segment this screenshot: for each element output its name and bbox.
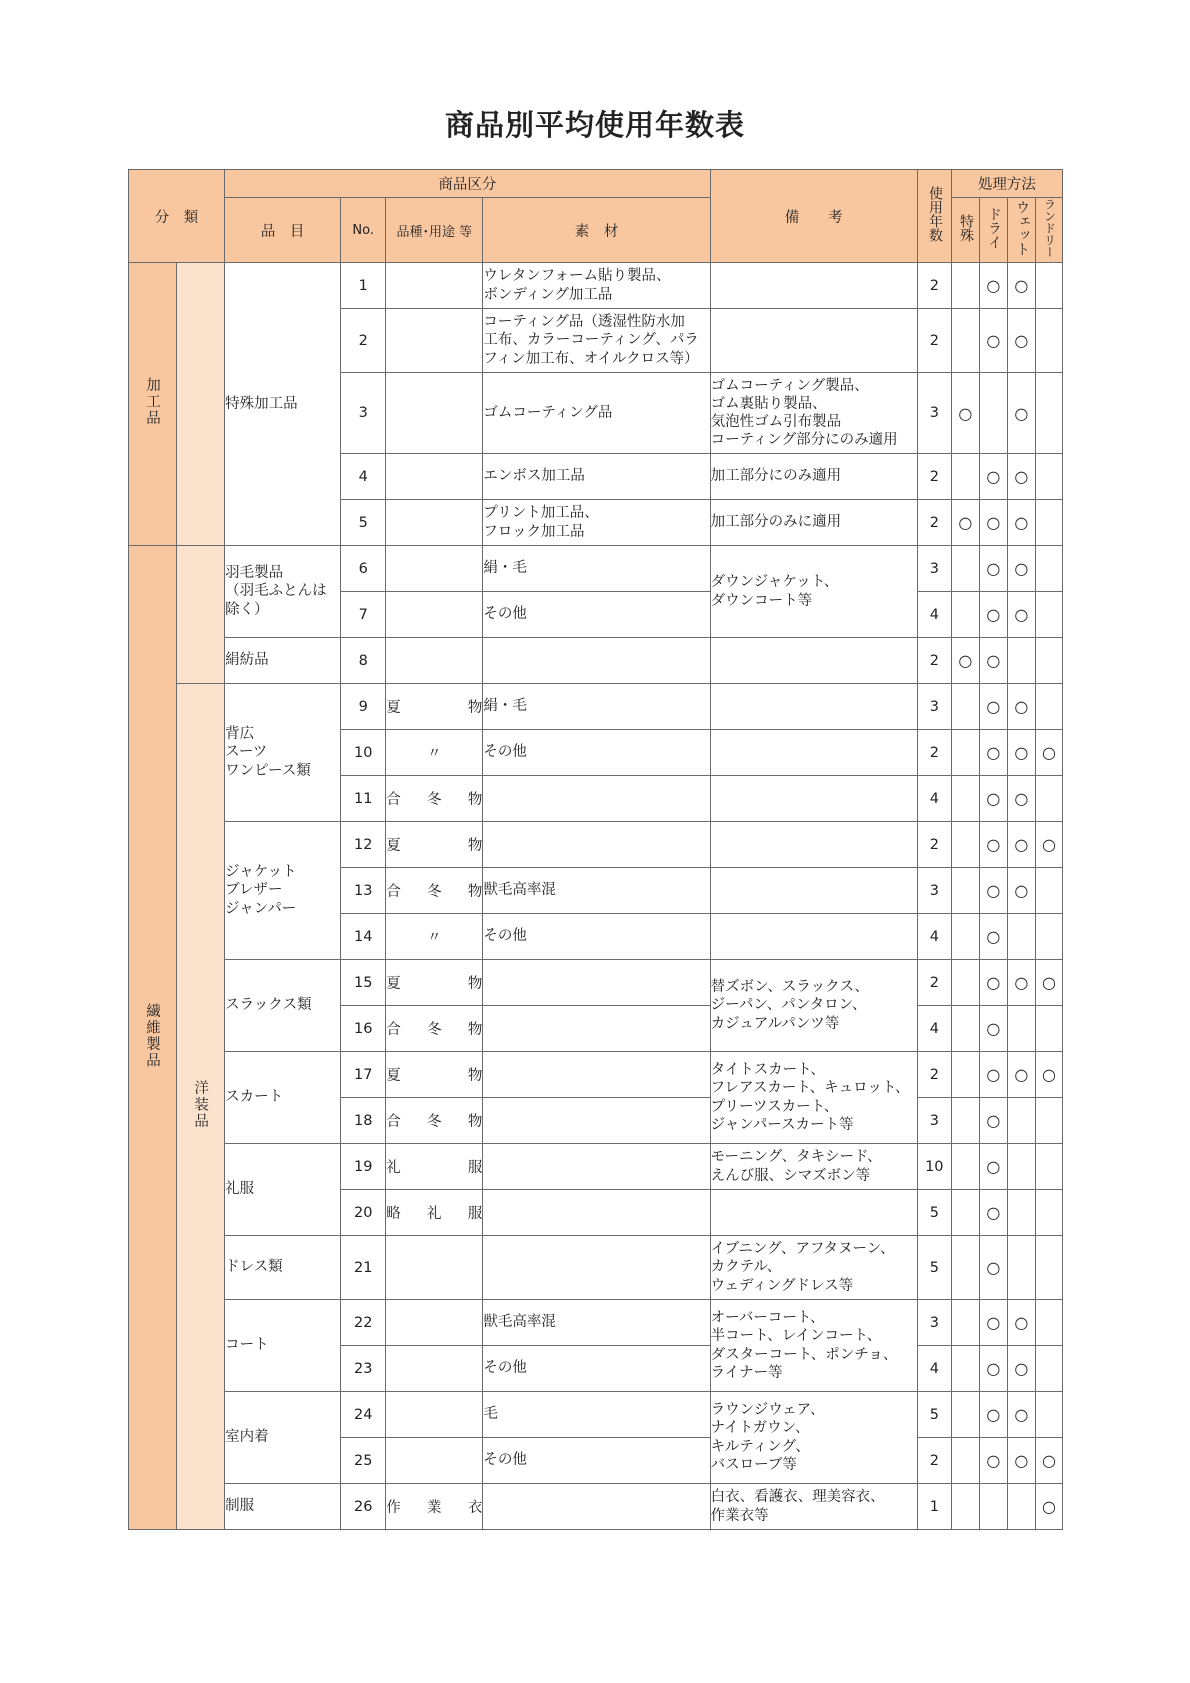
mark-laundry bbox=[1035, 500, 1062, 546]
mark-dry: ○ bbox=[979, 546, 1007, 592]
mark-special bbox=[951, 1346, 979, 1392]
mark-dry: ○ bbox=[979, 1052, 1007, 1098]
mark-special: ○ bbox=[951, 638, 979, 684]
row-note bbox=[710, 868, 917, 914]
row-no: 6 bbox=[341, 546, 386, 592]
category-textile: 繊維製品 bbox=[129, 546, 177, 1530]
row-material: エンボス加工品 bbox=[483, 454, 710, 500]
row-note: タイトスカート、 フレアスカート、キュロット、 プリーツスカート、 ジャンパースカート等 bbox=[710, 1052, 917, 1144]
mark-dry: ○ bbox=[979, 500, 1007, 546]
row-years: 4 bbox=[917, 592, 951, 638]
subcategory-empty bbox=[177, 546, 225, 684]
table-row bbox=[129, 1236, 1063, 1300]
row-no: 4 bbox=[341, 454, 386, 500]
row-material: 絹・毛 bbox=[483, 684, 710, 730]
row-material: プリント加工品、 フロック加工品 bbox=[483, 500, 710, 546]
row-years: 2 bbox=[917, 500, 951, 546]
row-material: ウレタンフォーム貼り製品、 ボンディング加工品 bbox=[483, 263, 710, 309]
row-note bbox=[710, 1190, 917, 1236]
row-years: 2 bbox=[917, 1052, 951, 1098]
row-use: 夏 物 bbox=[386, 684, 483, 730]
table-row bbox=[129, 960, 1063, 1006]
row-years: 3 bbox=[917, 1098, 951, 1144]
row-years: 3 bbox=[917, 1300, 951, 1346]
mark-wet: ○ bbox=[1007, 960, 1035, 1006]
mark-laundry bbox=[1035, 263, 1062, 309]
mark-special: ○ bbox=[951, 373, 979, 454]
mark-laundry bbox=[1035, 454, 1062, 500]
mark-wet: ○ bbox=[1007, 684, 1035, 730]
row-use: 合冬物 bbox=[386, 1006, 483, 1052]
mark-dry: ○ bbox=[979, 1006, 1007, 1052]
table-row bbox=[129, 822, 1063, 868]
subcategory-empty bbox=[177, 263, 225, 546]
mark-special bbox=[951, 263, 979, 309]
header-method-laundry: ランドリー bbox=[1035, 198, 1062, 263]
row-use bbox=[386, 1392, 483, 1438]
row-no: 13 bbox=[341, 868, 386, 914]
mark-laundry: ○ bbox=[1035, 960, 1062, 1006]
item-feather: 羽毛製品 （羽毛ふとんは 除く） bbox=[225, 546, 341, 638]
mark-special bbox=[951, 1300, 979, 1346]
row-years: 3 bbox=[917, 546, 951, 592]
item-slacks: スラックス類 bbox=[225, 960, 341, 1052]
row-no: 14 bbox=[341, 914, 386, 960]
mark-special bbox=[951, 1006, 979, 1052]
header-method-wet: ウェット bbox=[1007, 198, 1035, 263]
mark-wet: ○ bbox=[1007, 1052, 1035, 1098]
mark-laundry bbox=[1035, 914, 1062, 960]
row-years: 2 bbox=[917, 263, 951, 309]
mark-laundry bbox=[1035, 1006, 1062, 1052]
mark-laundry bbox=[1035, 1144, 1062, 1190]
mark-dry: ○ bbox=[979, 1438, 1007, 1484]
row-material bbox=[483, 1052, 710, 1098]
mark-wet: ○ bbox=[1007, 776, 1035, 822]
mark-dry: ○ bbox=[979, 776, 1007, 822]
row-use: 合冬物 bbox=[386, 1098, 483, 1144]
row-use: 合冬物 bbox=[386, 868, 483, 914]
row-years: 3 bbox=[917, 684, 951, 730]
row-material: その他 bbox=[483, 1346, 710, 1392]
table-row bbox=[129, 546, 1063, 592]
mark-dry: ○ bbox=[979, 730, 1007, 776]
mark-laundry: ○ bbox=[1035, 730, 1062, 776]
row-use: 合冬物 bbox=[386, 776, 483, 822]
row-use bbox=[386, 500, 483, 546]
mark-wet: ○ bbox=[1007, 373, 1035, 454]
row-no: 8 bbox=[341, 638, 386, 684]
mark-special: ○ bbox=[951, 500, 979, 546]
row-years: 5 bbox=[917, 1190, 951, 1236]
row-no: 22 bbox=[341, 1300, 386, 1346]
mark-dry: ○ bbox=[979, 1236, 1007, 1300]
mark-wet bbox=[1007, 1236, 1035, 1300]
row-no: 19 bbox=[341, 1144, 386, 1190]
mark-laundry bbox=[1035, 684, 1062, 730]
mark-special bbox=[951, 1052, 979, 1098]
mark-dry: ○ bbox=[979, 914, 1007, 960]
row-note: イブニング、アフタヌーン、 カクテル、 ウェディングドレス等 bbox=[710, 1236, 917, 1300]
row-no: 3 bbox=[341, 373, 386, 454]
item-coat: コート bbox=[225, 1300, 341, 1392]
item-dress: ドレス類 bbox=[225, 1236, 341, 1300]
row-material: 獣毛高率混 bbox=[483, 1300, 710, 1346]
row-note: ダウンジャケット、 ダウンコート等 bbox=[710, 546, 917, 638]
mark-laundry: ○ bbox=[1035, 1438, 1062, 1484]
row-note: 替ズボン、スラックス、 ジーパン、パンタロン、 カジュアルパンツ等 bbox=[710, 960, 917, 1052]
row-note bbox=[710, 309, 917, 373]
row-no: 11 bbox=[341, 776, 386, 822]
row-no: 7 bbox=[341, 592, 386, 638]
mark-dry: ○ bbox=[979, 1098, 1007, 1144]
mark-wet: ○ bbox=[1007, 263, 1035, 309]
item-formal: 礼服 bbox=[225, 1144, 341, 1236]
row-material: ゴムコーティング品 bbox=[483, 373, 710, 454]
row-no: 18 bbox=[341, 1098, 386, 1144]
row-years: 4 bbox=[917, 1006, 951, 1052]
row-material bbox=[483, 776, 710, 822]
row-years: 4 bbox=[917, 776, 951, 822]
row-no: 15 bbox=[341, 960, 386, 1006]
row-no: 5 bbox=[341, 500, 386, 546]
mark-special bbox=[951, 914, 979, 960]
mark-wet: ○ bbox=[1007, 730, 1035, 776]
row-years: 5 bbox=[917, 1236, 951, 1300]
mark-special bbox=[951, 822, 979, 868]
row-use: 〃 bbox=[386, 730, 483, 776]
row-use bbox=[386, 1438, 483, 1484]
row-material: コーティング品（透湿性防水加 工布、カラーコーティング、パラ フィン加工布、オイルクロス等） bbox=[483, 309, 710, 373]
mark-special bbox=[951, 454, 979, 500]
row-no: 26 bbox=[341, 1484, 386, 1530]
mark-special bbox=[951, 1484, 979, 1530]
header-years: 使用年数 bbox=[917, 170, 951, 263]
header-material: 素 材 bbox=[483, 198, 710, 263]
row-years: 5 bbox=[917, 1392, 951, 1438]
category-western: 洋装品 bbox=[177, 684, 225, 1530]
row-no: 12 bbox=[341, 822, 386, 868]
row-use bbox=[386, 1346, 483, 1392]
mark-wet bbox=[1007, 1190, 1035, 1236]
header-method: 処理方法 bbox=[951, 170, 1062, 198]
item-indoor: 室内着 bbox=[225, 1392, 341, 1484]
mark-wet bbox=[1007, 1484, 1035, 1530]
mark-dry: ○ bbox=[979, 1346, 1007, 1392]
category-processed: 加工品 bbox=[129, 263, 177, 546]
row-material: 絹・毛 bbox=[483, 546, 710, 592]
mark-wet bbox=[1007, 638, 1035, 684]
mark-dry: ○ bbox=[979, 638, 1007, 684]
row-note bbox=[710, 776, 917, 822]
row-no: 1 bbox=[341, 263, 386, 309]
mark-laundry bbox=[1035, 1098, 1062, 1144]
row-no: 2 bbox=[341, 309, 386, 373]
item-suits: 背広 スーツ ワンピース類 bbox=[225, 684, 341, 822]
mark-wet: ○ bbox=[1007, 1392, 1035, 1438]
row-note: 加工部分にのみ適用 bbox=[710, 454, 917, 500]
mark-dry: ○ bbox=[979, 1190, 1007, 1236]
row-note: モーニング、タキシード、 えんび服、シマズボン等 bbox=[710, 1144, 917, 1190]
row-use: 夏 物 bbox=[386, 960, 483, 1006]
row-material bbox=[483, 1144, 710, 1190]
header-use: 品種･用途 等 bbox=[386, 198, 483, 263]
mark-laundry bbox=[1035, 373, 1062, 454]
mark-dry bbox=[979, 373, 1007, 454]
mark-dry: ○ bbox=[979, 684, 1007, 730]
row-years: 2 bbox=[917, 960, 951, 1006]
mark-special bbox=[951, 684, 979, 730]
row-no: 24 bbox=[341, 1392, 386, 1438]
mark-laundry bbox=[1035, 1300, 1062, 1346]
row-note bbox=[710, 914, 917, 960]
row-no: 25 bbox=[341, 1438, 386, 1484]
mark-wet: ○ bbox=[1007, 822, 1035, 868]
item-jackets: ジャケット ブレザー ジャンパー bbox=[225, 822, 341, 960]
table-row bbox=[129, 1484, 1063, 1530]
row-material: 獣毛高率混 bbox=[483, 868, 710, 914]
row-use bbox=[386, 373, 483, 454]
row-note: オーバーコート、 半コート、レインコート、 ダスターコート、ポンチョ、 ライナー等 bbox=[710, 1300, 917, 1392]
row-no: 9 bbox=[341, 684, 386, 730]
mark-wet: ○ bbox=[1007, 1346, 1035, 1392]
table-row bbox=[129, 1300, 1063, 1346]
row-use: 礼 服 bbox=[386, 1144, 483, 1190]
row-use bbox=[386, 1236, 483, 1300]
mark-dry: ○ bbox=[979, 263, 1007, 309]
mark-special bbox=[951, 546, 979, 592]
mark-special bbox=[951, 1144, 979, 1190]
table-row bbox=[129, 1144, 1063, 1190]
mark-wet: ○ bbox=[1007, 546, 1035, 592]
mark-dry bbox=[979, 1484, 1007, 1530]
row-years: 2 bbox=[917, 309, 951, 373]
header-classification: 分 類 bbox=[129, 170, 225, 263]
mark-laundry bbox=[1035, 1346, 1062, 1392]
mark-special bbox=[951, 1098, 979, 1144]
row-material bbox=[483, 960, 710, 1006]
row-material: その他 bbox=[483, 592, 710, 638]
row-note: ラウンジウェア、 ナイトガウン、 キルティング、 バスローブ等 bbox=[710, 1392, 917, 1484]
mark-laundry bbox=[1035, 638, 1062, 684]
mark-special bbox=[951, 730, 979, 776]
row-note bbox=[710, 263, 917, 309]
table-row bbox=[129, 1392, 1063, 1438]
row-years: 3 bbox=[917, 868, 951, 914]
mark-wet: ○ bbox=[1007, 868, 1035, 914]
mark-laundry bbox=[1035, 1236, 1062, 1300]
mark-wet: ○ bbox=[1007, 592, 1035, 638]
table-row bbox=[129, 263, 1063, 309]
mark-dry: ○ bbox=[979, 592, 1007, 638]
mark-special bbox=[951, 960, 979, 1006]
row-years: 3 bbox=[917, 373, 951, 454]
mark-wet: ○ bbox=[1007, 500, 1035, 546]
row-years: 4 bbox=[917, 1346, 951, 1392]
row-use bbox=[386, 309, 483, 373]
mark-wet bbox=[1007, 914, 1035, 960]
row-years: 2 bbox=[917, 638, 951, 684]
header-no: No. bbox=[341, 198, 386, 263]
mark-dry: ○ bbox=[979, 309, 1007, 373]
row-years: 10 bbox=[917, 1144, 951, 1190]
row-material bbox=[483, 1190, 710, 1236]
row-material bbox=[483, 1484, 710, 1530]
row-no: 21 bbox=[341, 1236, 386, 1300]
table-row bbox=[129, 1052, 1063, 1098]
mark-laundry: ○ bbox=[1035, 822, 1062, 868]
row-note bbox=[710, 684, 917, 730]
mark-special bbox=[951, 776, 979, 822]
row-material: 毛 bbox=[483, 1392, 710, 1438]
row-note: 加工部分のみに適用 bbox=[710, 500, 917, 546]
page-title: 商品別平均使用年数表 bbox=[444, 108, 745, 142]
usage-years-table bbox=[128, 169, 1063, 1530]
row-use bbox=[386, 263, 483, 309]
row-years: 2 bbox=[917, 1438, 951, 1484]
row-years: 2 bbox=[917, 454, 951, 500]
mark-wet bbox=[1007, 1006, 1035, 1052]
mark-dry: ○ bbox=[979, 822, 1007, 868]
row-use bbox=[386, 592, 483, 638]
mark-laundry bbox=[1035, 868, 1062, 914]
row-note: 白衣、看護衣、理美容衣、 作業衣等 bbox=[710, 1484, 917, 1530]
header-product-group: 商品区分 bbox=[225, 170, 710, 198]
mark-laundry bbox=[1035, 1190, 1062, 1236]
mark-special bbox=[951, 868, 979, 914]
mark-wet: ○ bbox=[1007, 1300, 1035, 1346]
mark-wet bbox=[1007, 1144, 1035, 1190]
header-item: 品 目 bbox=[225, 198, 341, 263]
mark-dry: ○ bbox=[979, 1300, 1007, 1346]
mark-wet: ○ bbox=[1007, 309, 1035, 373]
row-material: その他 bbox=[483, 730, 710, 776]
row-no: 17 bbox=[341, 1052, 386, 1098]
mark-special bbox=[951, 309, 979, 373]
item-uniform: 制服 bbox=[225, 1484, 341, 1530]
row-use bbox=[386, 454, 483, 500]
mark-dry: ○ bbox=[979, 1392, 1007, 1438]
row-use: 夏 物 bbox=[386, 822, 483, 868]
row-use: 夏 物 bbox=[386, 1052, 483, 1098]
item-skirt: スカート bbox=[225, 1052, 341, 1144]
row-material bbox=[483, 1236, 710, 1300]
row-no: 10 bbox=[341, 730, 386, 776]
mark-laundry bbox=[1035, 546, 1062, 592]
row-note bbox=[710, 730, 917, 776]
row-years: 2 bbox=[917, 822, 951, 868]
mark-special bbox=[951, 592, 979, 638]
mark-wet: ○ bbox=[1007, 454, 1035, 500]
row-material bbox=[483, 638, 710, 684]
table-row bbox=[129, 638, 1063, 684]
mark-dry: ○ bbox=[979, 868, 1007, 914]
row-no: 23 bbox=[341, 1346, 386, 1392]
mark-special bbox=[951, 1438, 979, 1484]
mark-dry: ○ bbox=[979, 1144, 1007, 1190]
row-use: 〃 bbox=[386, 914, 483, 960]
item-silk: 絹紡品 bbox=[225, 638, 341, 684]
header-remarks: 備 考 bbox=[710, 170, 917, 263]
row-material: その他 bbox=[483, 1438, 710, 1484]
mark-special bbox=[951, 1236, 979, 1300]
mark-dry: ○ bbox=[979, 960, 1007, 1006]
row-material bbox=[483, 1098, 710, 1144]
mark-laundry: ○ bbox=[1035, 1484, 1062, 1530]
mark-special bbox=[951, 1190, 979, 1236]
row-note bbox=[710, 822, 917, 868]
row-material: その他 bbox=[483, 914, 710, 960]
row-years: 4 bbox=[917, 914, 951, 960]
mark-laundry bbox=[1035, 309, 1062, 373]
row-use: 略礼服 bbox=[386, 1190, 483, 1236]
row-note bbox=[710, 638, 917, 684]
item-special: 特殊加工品 bbox=[225, 263, 341, 546]
row-use: 作業衣 bbox=[386, 1484, 483, 1530]
row-use bbox=[386, 1300, 483, 1346]
row-note: ゴムコーティング製品、 ゴム裏貼り製品、 気泡性ゴム引布製品 コーティング部分にのみ適用 bbox=[710, 373, 917, 454]
row-material bbox=[483, 1006, 710, 1052]
mark-laundry bbox=[1035, 592, 1062, 638]
mark-laundry: ○ bbox=[1035, 1052, 1062, 1098]
row-material bbox=[483, 822, 710, 868]
mark-laundry bbox=[1035, 776, 1062, 822]
table-row bbox=[129, 684, 1063, 730]
row-no: 16 bbox=[341, 1006, 386, 1052]
row-use bbox=[386, 638, 483, 684]
header-method-dry: ドライ bbox=[979, 198, 1007, 263]
row-use bbox=[386, 546, 483, 592]
mark-laundry bbox=[1035, 1392, 1062, 1438]
mark-wet: ○ bbox=[1007, 1438, 1035, 1484]
header-method-special: 特殊 bbox=[951, 198, 979, 263]
mark-wet bbox=[1007, 1098, 1035, 1144]
row-no: 20 bbox=[341, 1190, 386, 1236]
mark-special bbox=[951, 1392, 979, 1438]
row-years: 1 bbox=[917, 1484, 951, 1530]
mark-dry: ○ bbox=[979, 454, 1007, 500]
row-years: 2 bbox=[917, 730, 951, 776]
